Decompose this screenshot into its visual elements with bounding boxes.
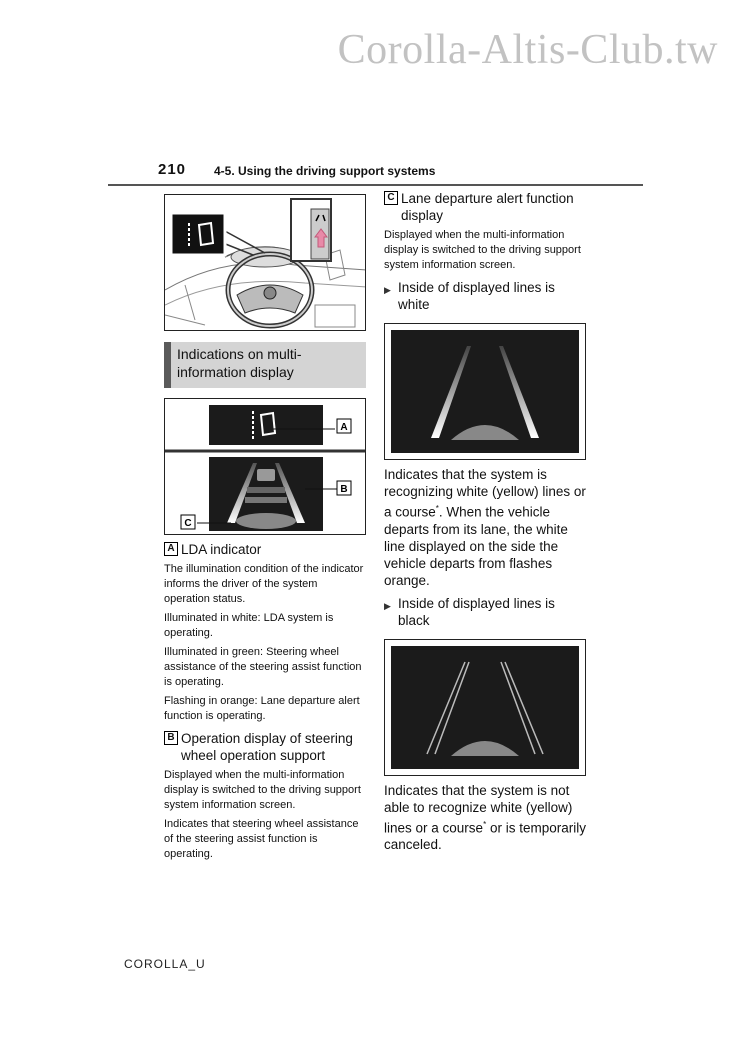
item-a-green: Illuminated in green: Steering wheel assistance of the steering assist function is operating. [164,646,362,688]
item-b [164,730,366,764]
tag-b: B [164,731,178,745]
item-a-white: Illuminated in white: LDA system is operating. [164,612,334,639]
dashboard-drawing [165,195,366,331]
lane-black-drawing [391,646,579,769]
left-column [164,194,366,331]
lane-white-drawing [391,330,579,453]
lane-white-figure [384,323,586,460]
item-a-label: LDA indicator [181,542,262,557]
footer-code: COROLLA_U [124,957,206,971]
page-header [108,160,643,186]
section-title: 4-5. Using the driving support systems [214,164,436,178]
desc-white [384,466,586,589]
right-column [384,190,586,853]
multi-info-display-drawing [165,399,366,535]
item-c-desc: Displayed when the multi-information display is switched to the driving support system information screen. [384,229,581,271]
bullet-white [384,279,586,313]
item-a-desc: The illumination condition of the indicator informs the driver of the system operation status. [164,563,364,605]
lane-black-figure [384,639,586,776]
bullet-white-text: Inside of displayed lines is white [398,280,555,312]
multi-info-display-figure [164,398,366,535]
watermark: Corolla-Altis-Club.tw [337,27,718,73]
desc-white-pre: Indicates that the system is recognizing white (yellow) lines or a course [384,467,586,520]
left-column-lower [164,398,366,862]
triangle-right-icon: ▶ [384,285,391,295]
item-b-label: Operation display of steering wheel operation support [181,731,353,763]
item-b-desc2: Indicates that steering wheel assistance of the steering assist function is operating. [164,818,359,860]
page-number: 210 [158,161,187,178]
dashboard-illustration [164,194,366,331]
item-c-label: Lane departure alert function display [401,191,574,223]
desc-black-post: or is temporarily canceled. [384,820,586,852]
desc-black-pre: Indicates that the system is not able to recognize white (yellow) lines or a course [384,782,573,835]
item-a-orange: Flashing in orange: Lane departure alert function is operating. [164,695,360,722]
item-a [164,541,366,558]
item-b-desc: Displayed when the multi-information display is switched to the driving support system information screen. [164,769,361,811]
callout-a: A [340,422,348,433]
triangle-right-icon: ▶ [384,600,391,611]
bullet-black-text: Inside of displayed lines is black [398,595,555,628]
bullet-black [384,595,586,629]
tag-a: A [164,542,178,556]
asterisk-1: * [435,504,439,513]
heading-text: Indications on multi-information display [177,346,302,380]
tag-c: C [384,191,398,205]
callout-c: C [184,518,192,529]
section-heading [164,342,366,388]
desc-black [384,782,586,854]
callout-b: B [340,484,348,495]
item-c [384,190,586,224]
desc-white-post: . When the vehicle departs from its lane, the white line displayed on the side the vehicle departs from flashes orange. [384,504,568,588]
asterisk-2: * [483,819,487,829]
